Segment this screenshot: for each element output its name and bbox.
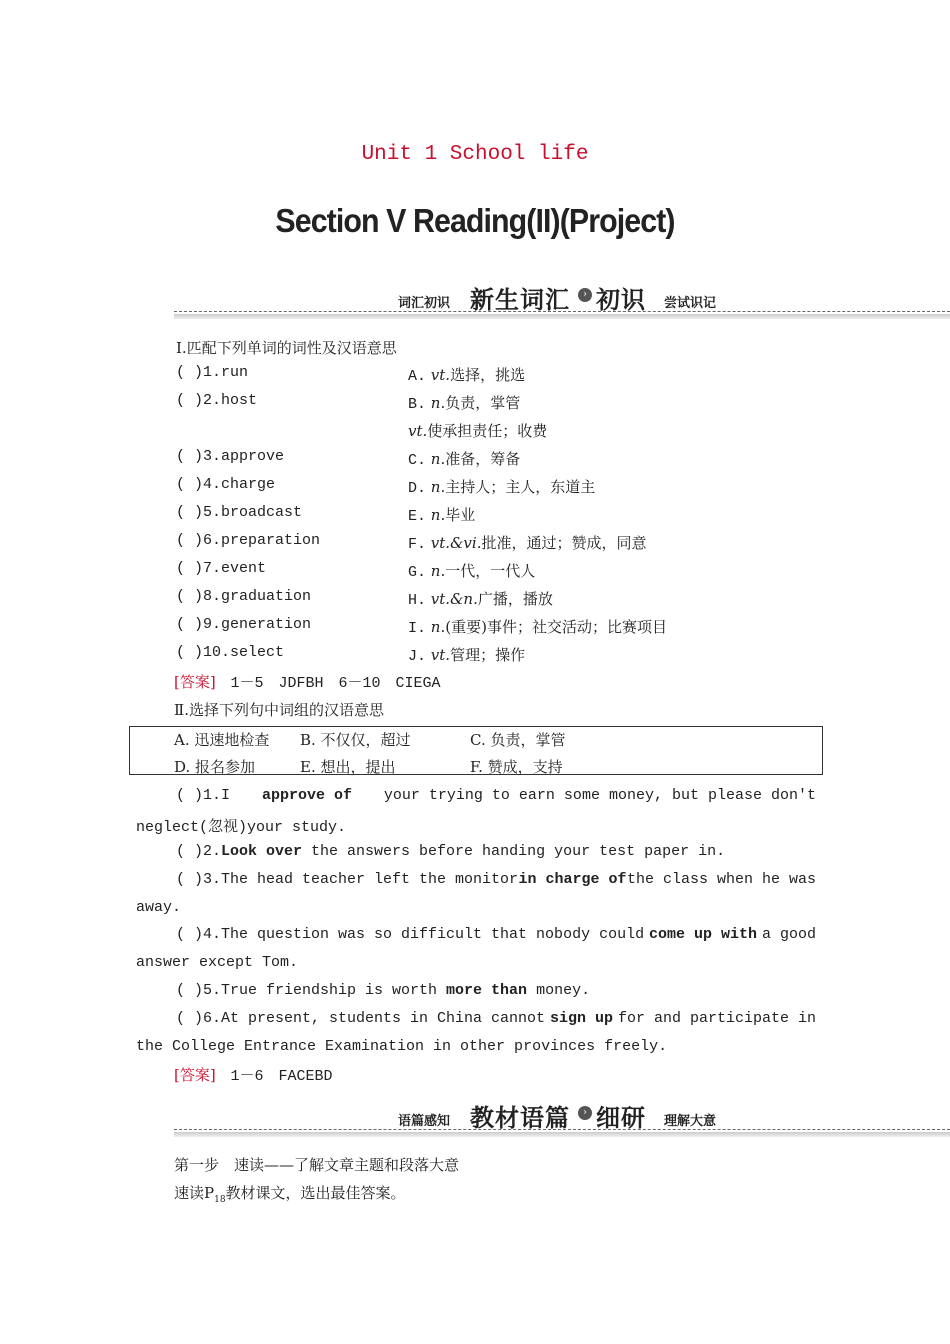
phrase-highlight: Look over bbox=[221, 843, 303, 860]
instruction-text: 教材课文，选出最佳答案。 bbox=[225, 1184, 406, 1202]
match-word: ( )3.approve bbox=[176, 448, 285, 465]
answer-text: 1－6 FACEBD bbox=[230, 1068, 333, 1085]
question-text: a good bbox=[761, 926, 816, 943]
box-tick bbox=[129, 739, 130, 759]
question-text: your trying to earn some money, but please don't bbox=[383, 787, 816, 804]
banner-main-label: 教材语篇 bbox=[470, 1104, 570, 1132]
banner-right-label: 理解大意 bbox=[664, 1114, 717, 1129]
phrase-option: C. 负责，掌管 bbox=[470, 731, 566, 749]
match-option: I. n.(重要)事件；社交活动；比赛项目 bbox=[408, 618, 667, 637]
question-4-cont: answer except Tom. bbox=[136, 954, 299, 971]
match-word: ( )2.host bbox=[176, 392, 258, 409]
question-4 bbox=[176, 926, 816, 943]
instruction-text: 速读P bbox=[174, 1184, 215, 1202]
banner-main-label-2: 细研 bbox=[596, 1104, 646, 1132]
phrase-option: D. 报名参加 bbox=[174, 758, 256, 776]
phrase-option: E. 想出，提出 bbox=[300, 758, 396, 776]
match-word: ( )9.generation bbox=[176, 616, 312, 633]
match-word: ( )10.select bbox=[176, 644, 285, 661]
question-text: ( )5.True friendship is worth bbox=[176, 982, 447, 999]
question-3 bbox=[176, 871, 816, 888]
step-title: 第一步 速读——了解文章主题和段落大意 bbox=[174, 1156, 460, 1174]
match-option: F. vt.&vi.批准，通过；赞成，同意 bbox=[408, 534, 647, 553]
phrase-highlight: sign up bbox=[550, 1010, 614, 1027]
answer-label: [答案] bbox=[174, 1066, 216, 1084]
match-option: G. n.一代，一代人 bbox=[408, 562, 536, 581]
question-text: the answers before handing your test paper in. bbox=[302, 843, 726, 860]
question-text: ( )4.The question was so difficult that nobody could bbox=[176, 926, 645, 943]
step-instruction bbox=[174, 1182, 406, 1205]
arrow-icon: › bbox=[578, 1106, 592, 1120]
part1-heading: Ⅰ.匹配下列单词的词性及汉语意思 bbox=[176, 339, 397, 357]
match-option: B. n.负责，掌管 bbox=[408, 394, 521, 413]
banner-left-label: 词汇初识 bbox=[398, 296, 451, 311]
question-text: ( )3.The head teacher left the monitor bbox=[176, 871, 519, 888]
match-word: ( )6.preparation bbox=[176, 532, 321, 549]
phrase-highlight: come up with bbox=[649, 926, 758, 943]
page-subscript: 18 bbox=[214, 1195, 226, 1205]
banner-left-label: 语篇感知 bbox=[398, 1114, 451, 1129]
phrase-option: B. 不仅仅，超过 bbox=[300, 731, 411, 749]
match-option: C. n.准备，筹备 bbox=[408, 450, 521, 469]
match-word: ( )5.broadcast bbox=[176, 504, 303, 521]
arrow-icon: › bbox=[578, 288, 592, 302]
question-1-cont: neglect(忽视)your study. bbox=[136, 819, 347, 836]
part2-heading: Ⅱ.选择下列句中词组的汉语意思 bbox=[174, 701, 384, 719]
question-6-cont: the College Entrance Examination in other provinces freely. bbox=[136, 1038, 668, 1055]
question-text: money. bbox=[527, 982, 591, 999]
phrase-option: F. 赞成，支持 bbox=[470, 758, 563, 776]
phrase-highlight: more than bbox=[446, 982, 528, 999]
match-word: ( )8.graduation bbox=[176, 588, 312, 605]
phrase-highlight: in charge of bbox=[518, 871, 627, 888]
question-5 bbox=[176, 982, 590, 999]
match-option: A. vt.选择，挑选 bbox=[408, 366, 526, 385]
match-option: D. n.主持人；主人，东道主 bbox=[408, 478, 596, 497]
phrase-option: A. 迅速地检查 bbox=[174, 731, 270, 749]
match-word: ( )4.charge bbox=[176, 476, 276, 493]
part2-answer bbox=[174, 1064, 333, 1085]
question-text: ( )1.I bbox=[176, 787, 231, 804]
banner-right-label: 尝试识记 bbox=[664, 296, 717, 311]
phrase-highlight: approve of bbox=[261, 787, 352, 804]
vocab-banner bbox=[174, 284, 950, 314]
question-text: the class when he was bbox=[626, 871, 816, 888]
answer-text: 1－5 JDFBH 6－10 CIEGA bbox=[230, 675, 441, 692]
question-6 bbox=[176, 1010, 816, 1027]
part1-answer bbox=[174, 671, 441, 692]
match-option: H. vt.&n.广播，播放 bbox=[408, 590, 553, 609]
answer-label: [答案] bbox=[174, 673, 216, 691]
banner-main-label-2: 初识 bbox=[596, 286, 646, 314]
phrase-option-box bbox=[129, 726, 823, 775]
match-word: ( )7.event bbox=[176, 560, 267, 577]
match-option: J. vt.管理；操作 bbox=[408, 646, 526, 665]
match-option: vt.使承担责任；收费 bbox=[408, 422, 548, 440]
question-2 bbox=[176, 843, 725, 860]
match-word: ( )1.run bbox=[176, 364, 249, 381]
question-text: for and participate in bbox=[617, 1010, 816, 1027]
match-option: E. n.毕业 bbox=[408, 506, 476, 525]
question-text: ( )2. bbox=[176, 843, 222, 860]
reading-banner bbox=[174, 1102, 950, 1132]
banner-main-label: 新生词汇 bbox=[470, 286, 570, 314]
section-title: Section V Reading(II)(Project) bbox=[275, 202, 675, 239]
box-tick bbox=[822, 739, 823, 759]
question-1 bbox=[176, 787, 816, 804]
unit-title: Unit 1 School life bbox=[361, 143, 589, 166]
question-text: ( )6.At present, students in China cannot bbox=[176, 1010, 546, 1027]
question-3-cont: away. bbox=[136, 899, 182, 916]
